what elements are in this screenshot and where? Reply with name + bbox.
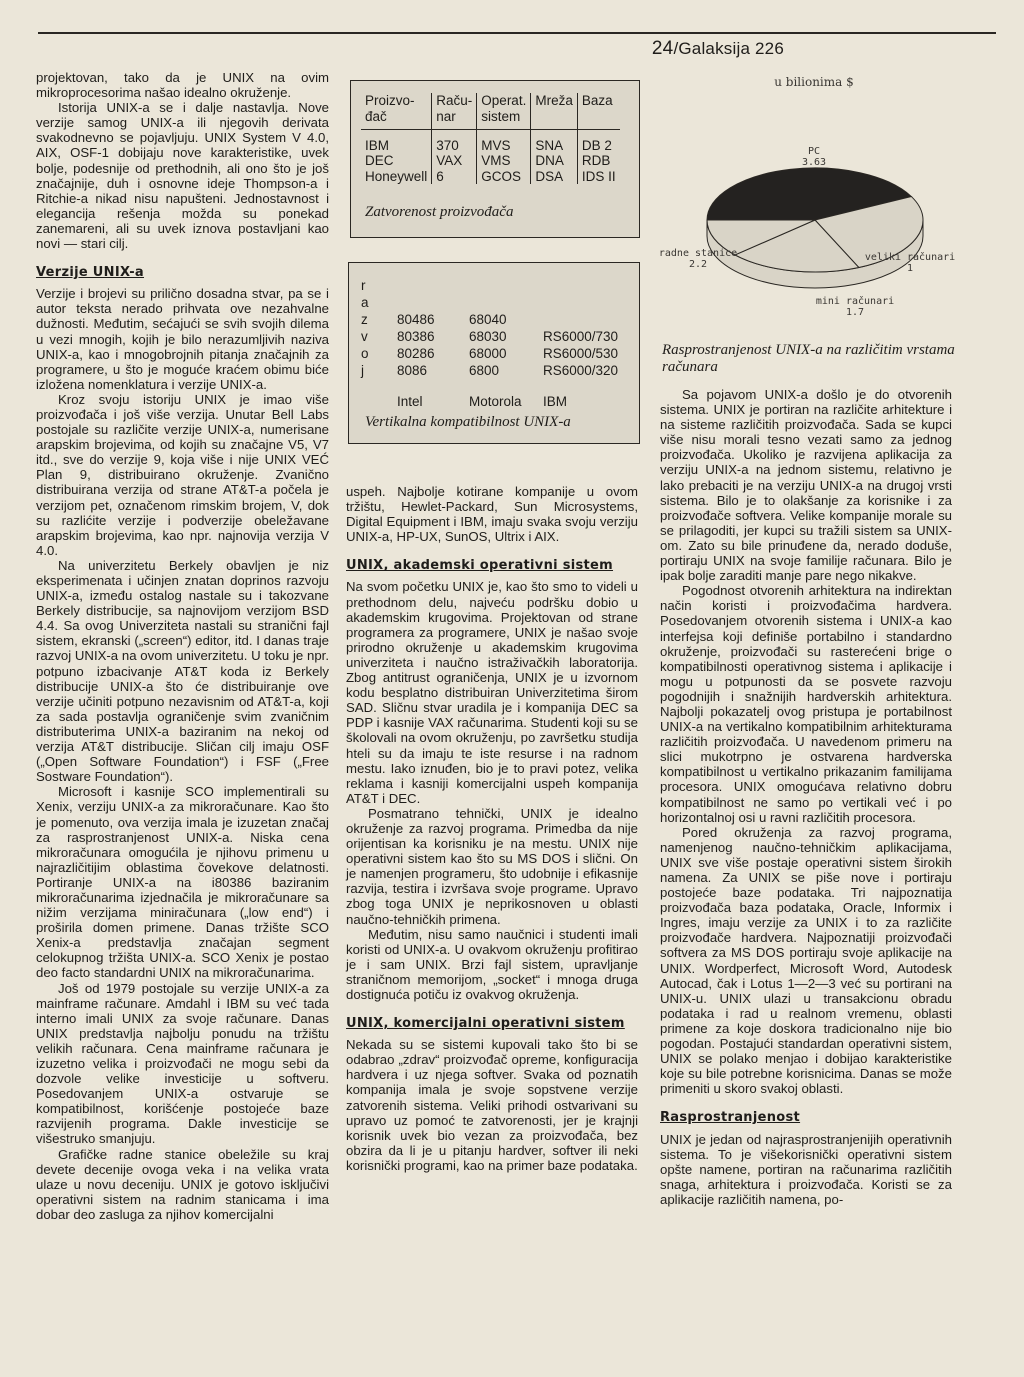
table-cell [539, 311, 622, 328]
col2-paragraph: Na svom početku UNIX je, kao što smo to videli u prethodnom delu, najveću podršku dobio u akademskim krugovima. Projektovan od strane programera za programere, UNIX je našao svoje prirodno okruženje u akademskim krugovima univerziteta i naučno istraživačkih laboratorija. Zbog antitrust ograničenja, UNIX je u izvornom kodu besplatno distribuiran Univerzitetima širom SAD. Sličnu stvar uradila je i kompanija DEC sa PDP i kasnije VAX računarima. Studenti koji su se školovali na ovom okruženju, po završetku studija hteli su da imaju te iste resurse i na radnom mestu. Iako iznuđen, bio je to pravi potez, velika reklama i kasniji komercijalni uspeh kompanija AT&T i DEC. [346, 579, 638, 806]
col2-paragraph: Nekada su se sistemi kupovali tako što bi se odabrao „zdrav“ proizvođač opreme, konfiguracija hardvera i uz njega softver. Svaka od poznatih kompanija imala je svoje sopstvene verzije zatvorenih sistema. Veliki prihodi ostvarivani su upravo uz pomoć te zatvorenosti, jer je krajnji korisnik uvek bio vezan za proizvođača, bez obzira da li je u pitanju hardver, softver ili neki korisnički programi, kao na primer baze podataka. [346, 1037, 638, 1173]
col2-paragraph: Međutim, nisu samo naučnici i studenti imali koristi od UNIX-a. U ovakvom okruženju profitirao je i sam UNIX. Brzi fajl sistem, upravljanje straničnom memorijom, „socket“ i mnoga druga dostignuća potiču iz ovakvog okruženja. [346, 926, 638, 1002]
section-heading-akademski: UNIX, akademski operativni sistem [346, 558, 614, 574]
section-heading-rasprostranjenost: Rasprostranjenost [660, 1110, 801, 1126]
table-header: Baza [581, 93, 613, 108]
table-cell: Honeywell [361, 169, 432, 185]
table-cell: DB 2 [581, 137, 612, 153]
section-heading-verzije: Verzije UNIX-a [36, 265, 145, 281]
col1-paragraph: Grafičke radne stanice obeležile su kraj devete decenije ovoga veka i na velika vrata ulaze u novu deceniju. UNIX je gotovo isključivi operativni sistem na radnim stanicama i ima dobar deo zasluga za njihov komercijalni [36, 1146, 329, 1222]
slice-label-mini: mini računari [815, 296, 895, 307]
table-cell: RS6000/530 [543, 346, 619, 361]
column-3 [660, 387, 952, 1207]
table-cell: 80286 [397, 346, 435, 361]
chart-title: u bilionima $ [774, 75, 854, 89]
table-cell: RS6000/730 [543, 329, 619, 344]
table-header: Raču- nar [432, 93, 477, 129]
slice-value-pc: 3.63 [801, 157, 827, 168]
table-cell: 68000 [469, 346, 507, 361]
col1-paragraph: Na univerzitetu Berkely obavljen je niz eksperimenata i učinjen znatan doprinos razvoju UNIX-a, između ostalog nastale su i takozvane Berkely distribucije, sa najnovijom verzijom BSD 4.4. Sa ovog Univerziteta nastali su stranični fajl sistem, ekranski („screen“) editor, itd. I danas traje razvoj UNIX-a na ovom univerzitetu. U toku je npr. potpuno izbacivanje AT&T koda iz Berkely distribucije UNIX-a što će distribuiranje ove verzije učiniti potpuno nezavisnim od AT&T-a, koji za sada postavlja ograničenje svim zvaničnim distributerima UNIX-a baziranim na nekoj od verzija AT&T distribucije. Sličan cilj imaju OSF („Open Software Foundation“) i FSF („Free Sostware Foundation“). [36, 557, 329, 785]
col1-paragraph: Još od 1979 postojale su verzije UNIX-a za mainframe računare. Amdahl i IBM su već tada interno imali UNIX za svoje računare. Danas UNIX predstavlja najbolju ponudu na tržištu velikih računara. Cena mainframe računara je izuzetno velika i proizvođači ne mogu sebi da dozvole velike investicije u softveru. Posedovanjem UNIX-a ostvaruje se kompatibilnost, korišćenje postojeće baze razvijenih programa. Dakle investicije se višestruko smanjuju. [36, 980, 329, 1147]
vendor-label: Intel [397, 394, 423, 409]
side-letter: a [361, 295, 369, 310]
table-side-label [361, 277, 369, 379]
col3-paragraph: Pogodnost otvorenih arhitektura na indirektan način koristi i proizvođačima hardvera. Posedovanjem otvorenih sistema i UNIX-a kao interfejsa koji definiše portabilno i standardno okruženje, proizvođači su rasterećeni brige o kompatibilnosti operativnog sistema i aplikacije i mogu u potpunosti da se posvete razvoju pogodnijih i snažnijih hardverskih arhitektura. Najbolji pokazatelj ovog pristupa je portabilnost UNIX-a na vertikalno kompatibilnim arhitekturama različitih proizvođača. U navedenom primeru na slici mukotrpno je ostvarena hardverska kompatibilnost u vertikalno prikazanim familijama procesora. UNIX omogućava relativno dobru kompatibilnost ne samo po vertikali već i po horizontalnoj osi u ravni različitih procesora. [660, 583, 952, 825]
table-row [393, 362, 622, 379]
col3-paragraph: UNIX je jedan od najrasprostranjenijih operativnih sistema. To je višekorisnički operativni sistem opšte namene, portiran na računarima različitih snaga, arhitektura i proizvođača. Koristi se za aplikacije različitih namena, po- [660, 1131, 952, 1207]
table-cell: 68040 [469, 312, 507, 327]
table-header: Mreža [531, 93, 578, 129]
table-kompatibilnost-box [348, 262, 640, 444]
table-cell: 6 [432, 169, 477, 185]
vendor-row [393, 393, 622, 410]
col1-paragraph: Verzije i brojevi su prilično dosadna stvar, pa se i autor teksta nerado prihvata ove nezahvalne dužnosti. Međutim, sećajući se svih svojih dilema u vezi mnogih, kojih je bilo nerazumljivih naziva UNIX-a, kao i mnogobrojnih pitanja značajnih za programere, u što je moguće kraćem obimu biće izložena nomenklatura i verzije UNIX-a. [36, 286, 329, 392]
slice-value-mainframe: 1 [906, 263, 914, 274]
column-2 [346, 484, 638, 1173]
table-header: Proizvo- đač [361, 93, 432, 129]
side-letter: v [361, 329, 368, 344]
table-header: Operat. sistem [477, 93, 531, 129]
col1-paragraph: Kroz svoju istoriju UNIX je imao više proizvođača i još više verzija. Unutar Bell Labs postojale su različite verzije UNIX-a, numerisane arapskim brojevima, od kojih su značajne V5, V7 itd., sve do verzije 9, koja više i nije UNIX VEĆ Plan 9, distribuirano okruženje. Zvanično distribuirana verzija od strane AT&T-a počela je verzijom pet, označenom rimskim brojem, V, dok su razlićite verzije i podverzije obeležavane arapskim brojevima, kao npr. najnovija verzija V 4.0. [36, 391, 329, 558]
slice-label-workstations: radne stanice [658, 248, 738, 259]
col1-paragraph: Istorija UNIX-a se i dalje nastavlja. Nove verzije samog UNIX-a ili njegovih derivata svakodnevno se pojavljuju. UNIX System V 4.0, AIX, OSF-1 dobijaju nove karakteristike, uvek bolje, podesnije od prethodnih, ali ono što je još značajnije, duh i osnovne ideje Thompson-a i Ritchie-a nikad nisu napušteni. Jednostavnost i elegancija rešenja možda su ponekad zanemareni, ali su uvek iznova postavljani kao novi — stari cilj. [36, 100, 329, 252]
page-header [652, 38, 784, 60]
pie-chart-svg [650, 70, 980, 340]
table-cell: DSA [531, 169, 578, 185]
issue-number: 226 [755, 39, 784, 58]
col2-paragraph: Posmatrano tehnički, UNIX je idealno okruženje za razvoj programa. Primedba da nije orijentisan ka korisniku je na mestu. UNIX nije operativni sistem kao što su MS DOS i slični. On je namenjen programeru, što udobnije i efikasnije razvija, testira i izvršava svoje programe. Upravo zbog toga UNIX je neprikosnoven u oblasti naučno-tehničkih primena. [346, 805, 638, 927]
col1-paragraph: projektovan, tako da je UNIX na ovim mikroprocesorima našao idealno okruženje. [36, 70, 329, 101]
table-caption: Zatvorenost proizvođača [365, 204, 514, 220]
slice-value-workstations: 2.2 [688, 259, 708, 270]
table-cell: 6800 [469, 363, 500, 378]
table-cell: 80486 [397, 312, 435, 327]
table-cell: IBM [361, 138, 432, 154]
vendor-label: IBM [543, 394, 568, 409]
table-zatvorenost [361, 93, 620, 184]
table-cell: SNA [531, 138, 578, 154]
table-caption: Vertikalna kompatibilnost UNIX-a [365, 414, 571, 430]
slice-value-mini: 1.7 [845, 307, 865, 318]
column-1 [36, 70, 329, 1222]
vendor-label: Motorola [469, 394, 522, 409]
table-cell: 80386 [397, 329, 435, 344]
col1-paragraph: Microsoft i kasnije SCO implementirali su Xenix, verziju UNIX-a za mikroračunare. Kao što je pomenuto, ova verzija imala je izuzetan značaj za rasprostranjenost UNIX-a. Niska cena mikroračunara omogućila je njihovu primenu u najrazličitijim oblastima čovekove delatnosti. Portiranje UNIX-a na i80386 baziranim mikroračunarima izjednačila je mikroračunare sa nižim verzijama miniračunara („low end“) i proširila domen primene. Danas tržište SCO Xenix-a predstavlja značajan segment celokupnog tržišta UNIX-a. SCO Xenix je postao deo facto standardni UNIX na mikroračunarima. [36, 784, 329, 981]
table-cell: IDS II [581, 168, 616, 184]
table-cell: DNA [531, 153, 578, 169]
table-cell: RDB [581, 153, 611, 168]
col3-paragraph: Sa pojavom UNIX-a došlo je do otvorenih sistema. UNIX je portiran na različite arhitekture i na sisteme različitih proizvođača. Sada se kupci više nisu morali tesno vezati samo za jednog proizvođača. Ukoliko je razvijena aplikacija za verziju UNIX-a na jednom sistemu, relativno je lako prebaciti je na verziju UNIX-a na drugoj vrsti sistema. Bilo je to olakšanje za korisnike i za proizvođače softvera. Velike kompanije morale su se prilagoditi, jer kupci su tražili sistem sa UNIX-om. Zato su bile prinuđene da, nerado doduše, portiraju UNIX na svoje familije računara. Bilo je ipak bolje zaraditi manje pare nego nikakve. [660, 387, 952, 584]
table-row [361, 138, 620, 154]
side-letter: r [361, 278, 366, 293]
side-letter: z [361, 312, 368, 327]
table-row [393, 345, 622, 362]
table-row [361, 169, 620, 185]
header-rule [38, 32, 996, 34]
pie-caption: Rasprostranjenost UNIX-a na različitim vrstama računara [662, 342, 955, 375]
slice-label-mainframe: veliki računari [864, 252, 956, 263]
table-cell: 68030 [469, 329, 507, 344]
slice-label-pc: PC [807, 146, 821, 157]
table-zatvorenost-box [350, 80, 640, 238]
table-cell: 8086 [397, 363, 428, 378]
side-letter: o [361, 346, 369, 361]
table-cell: GCOS [477, 169, 531, 185]
side-letter: j [361, 363, 364, 378]
table-row [393, 311, 622, 328]
page-number: 24 [651, 38, 674, 59]
table-cell: VAX [432, 153, 477, 169]
table-cell: VMS [477, 153, 531, 169]
table-kompatibilnost [393, 311, 622, 410]
col3-paragraph: Pored okruženja za razvoj programa, namenjenog naučno-tehničkim aplikacijama, UNIX sve više postaje operativni sistem širokih namena. Za UNIX se piše nove i portiraju postojeće baze podataka. Tri najpoznatija proizvođača baza podataka, Oracle, Informix i Ingres, imaju verzije za UNIX i to za različite proizvođače hardvera. Najpoznatiji proizvođači softvera za MS DOS portiraju svoje aplikacije na UNIX. Wordperfect, Microsoft Word, Autodesk Autocad, čak i Lotus 1—2—3 već su portirani na UNIX-u. UNIX ulazi u transakcionu obradu podataka i rad u realnom vremenu, oblasti primene za koje doskora tradicionalno nije bio pogodan. Postajući standardan operativni sistem, UNIX se polako menjao i dobijao karakteristike koje su bile potrebne korisnicima. Danas se može primeniti u skoro svakoj oblasti. [660, 824, 952, 1097]
table-cell: RS6000/320 [543, 363, 619, 378]
col2-paragraph: uspeh. Najbolje kotirane kompanije u ovom tržištu, Hewlet-Packard, Sun Microsystems, Digital Equipment i IBM, imaju svaka svoju verziju UNIX-a, HP-UX, SunOS, Ultrix i AIX. [346, 484, 638, 545]
table-row [393, 328, 622, 345]
section-heading-komercijalni: UNIX, komercijalni operativni sistem [346, 1016, 625, 1032]
table-cell: DEC [361, 153, 432, 169]
magazine-name: /Galaksija [673, 39, 751, 58]
table-row [361, 153, 620, 169]
table-cell: MVS [477, 138, 531, 154]
table-cell: 370 [432, 138, 477, 154]
